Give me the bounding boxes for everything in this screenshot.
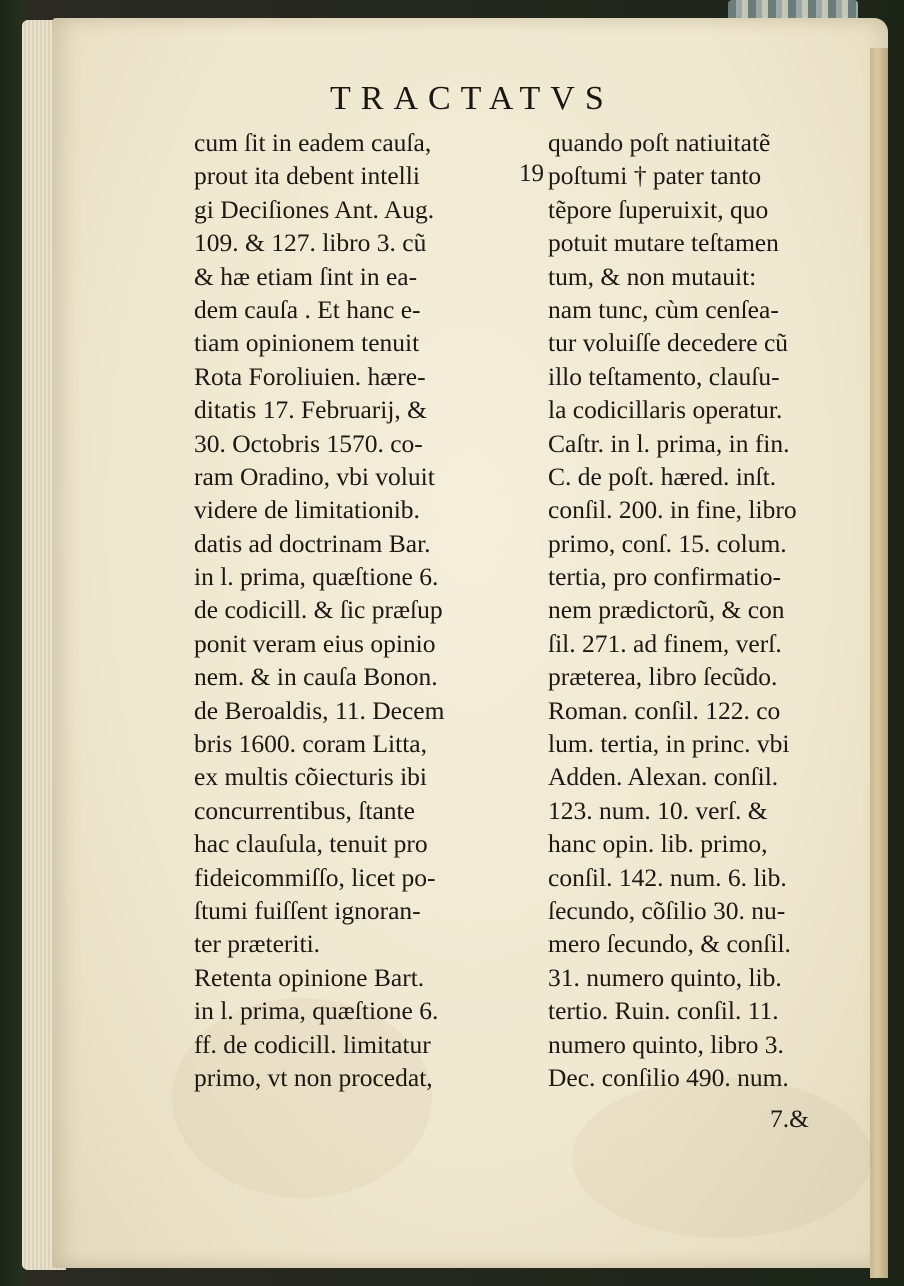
text-line: de codicill. & ſic præſup: [194, 595, 443, 625]
text-line: tẽpore ſuperuixit, quo: [548, 194, 769, 224]
text-line: ſecundo, cõſilio 30. nu-: [548, 895, 786, 925]
text-line: tur voluiſſe decedere cũ: [548, 328, 789, 358]
text-line: datis ad doctrinam Bar.: [194, 528, 431, 558]
page-gutter-edge: [870, 48, 888, 1278]
text-line: primo, vt non procedat,: [194, 1062, 433, 1092]
text-line: bris 1600. coram Litta,: [194, 729, 427, 759]
text-line: primo, conſ. 15. colum.: [548, 528, 787, 558]
text-line: C. de poſt. hæred. inſt.: [548, 461, 777, 491]
text-line: prout ita debent intelli: [194, 161, 420, 191]
running-head: TRACTATVS: [330, 80, 614, 117]
text-line: la codicillaris operatur.: [548, 395, 783, 425]
text-line: præterea, libro ſecũdo.: [548, 662, 778, 692]
text-line: nem. & in cauſa Bonon.: [194, 662, 438, 692]
right-text-column: [548, 126, 858, 1094]
text-line: in l. prima, quæſtione 6.: [194, 996, 439, 1026]
text-line: 123. num. 10. verſ. &: [548, 795, 768, 825]
text-line: hanc opin. lib. primo,: [548, 829, 768, 859]
text-line: ram Oradino, vbi voluit: [194, 461, 435, 491]
text-line: ſtumi fuiſſent ignoran-: [194, 895, 421, 925]
text-line: Adden. Alexan. conſil.: [548, 762, 779, 792]
text-line: conſil. 142. num. 6. lib.: [548, 862, 787, 892]
text-line: quando poſt natiuitatẽ: [548, 128, 771, 157]
text-line: ex multis cõiecturis ibi: [194, 762, 427, 792]
text-line: illo teſtamento, clauſu-: [548, 361, 780, 391]
text-line: Retenta opinione Bart.: [194, 962, 425, 992]
text-line: fideicommiſſo, licet po-: [194, 862, 436, 892]
text-line: videre de limitationib.: [194, 495, 420, 525]
text-line: conſil. 200. in fine, libro: [548, 495, 797, 525]
text-line: poſtumi † pater tanto: [548, 161, 762, 191]
text-line: nem prædictorũ, & con: [548, 595, 785, 625]
text-line: ff. de codicill. limitatur: [194, 1029, 431, 1059]
text-line: cum ſit in eadem cauſa,: [194, 128, 432, 157]
text-line: potuit mutare teſtamen: [548, 228, 779, 258]
text-line: Dec. conſilio 490. num.: [548, 1062, 789, 1092]
text-line: Rota Foroliuien. hære-: [194, 361, 426, 391]
text-line: ſil. 271. ad finem, verſ.: [548, 628, 782, 658]
text-line: Caſtr. in l. prima, in fin.: [548, 428, 790, 458]
text-line: nam tunc, cùm cenſea-: [548, 294, 779, 324]
catchword: 7.&: [770, 1104, 809, 1133]
text-line: in l. prima, quæſtione 6.: [194, 562, 439, 592]
marginal-note-number: 19: [519, 160, 544, 187]
text-line: Roman. conſil. 122. co: [548, 695, 781, 725]
text-line: ditatis 17. Februarij, &: [194, 395, 428, 425]
text-line: gi Deciſiones Ant. Aug.: [194, 194, 435, 224]
left-text-column: [194, 126, 500, 1094]
text-line: ter præteriti.: [194, 929, 321, 959]
text-line: numero quinto, libro 3.: [548, 1029, 784, 1059]
text-line: lum. tertia, in princ. vbi: [548, 729, 790, 759]
text-line: mero ſecundo, & conſil.: [548, 929, 791, 959]
text-line: tertio. Ruin. conſil. 11.: [548, 996, 779, 1026]
text-line: dem cauſa . Et hanc e-: [194, 294, 421, 324]
text-line: 109. & 127. libro 3. cũ: [194, 228, 427, 258]
text-line: ponit veram eius opinio: [194, 628, 436, 658]
text-line: tiam opinionem tenuit: [194, 328, 420, 358]
text-line: hac clauſula, tenuit pro: [194, 829, 428, 859]
text-line: concurrentibus, ſtante: [194, 795, 415, 825]
text-line: de Beroaldis, 11. Decem: [194, 695, 445, 725]
text-line: 30. Octobris 1570. co-: [194, 428, 423, 458]
book-edge-tab: [728, 0, 858, 20]
text-line: & hæ etiam ſint in ea-: [194, 261, 418, 291]
text-line: 31. numero quinto, lib.: [548, 962, 782, 992]
text-line: tertia, pro confirmatio-: [548, 562, 781, 592]
text-line: tum, & non mutauit:: [548, 261, 757, 291]
